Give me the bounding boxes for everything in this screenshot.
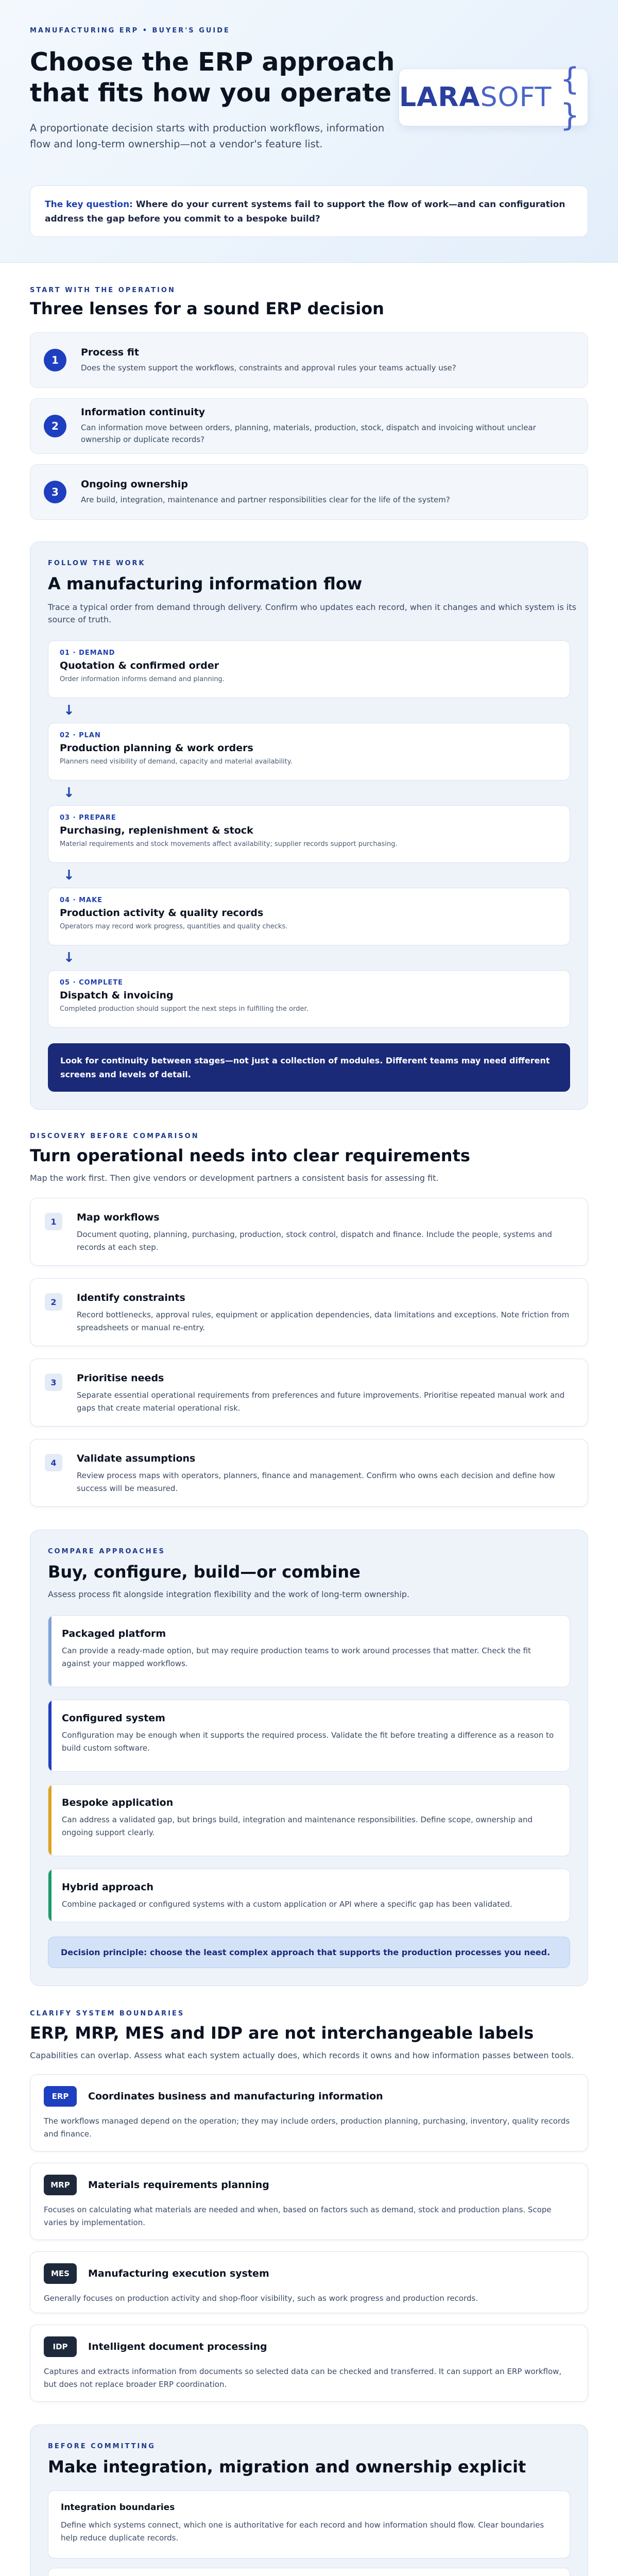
requirement-title: Prioritise needs [77,1372,164,1384]
requirement-desc: Record bottlenecks, approval rules, equipment or application dependencies, data limitations and exceptions. Note friction from spreadsheets or manual re-entry. [77,1310,570,1332]
system-tag: MRP [44,2175,77,2195]
step-desc: Order information informs demand and planning. [60,675,225,683]
discovery-eyebrow: DISCOVERY BEFORE COMPARISON [30,1132,199,1140]
approach-title: Bespoke application [62,1797,174,1808]
bounds-intro: Capabilities can overlap. Assess what each system actually does, which records it owns and how information passes between tools. [30,2050,574,2060]
flow-step [48,723,570,781]
commit-card [48,2568,570,2576]
arrow-down-icon: ↓ [63,950,75,965]
system-desc: Focuses on calculating what materials are needed and when, based on factors such as demand, stock and production plans. Scope varies by implementation. [44,2205,552,2227]
requirement-number: 3 [45,1374,62,1391]
step-title: Quotation & confirmed order [60,660,219,671]
commit-panel [30,2425,588,2576]
requirement-title: Validate assumptions [77,1453,196,1464]
commit-card-title: Integration boundaries [61,2502,175,2513]
requirement-card [30,1198,588,1266]
requirement-card [30,1278,588,1346]
accent-bar [48,1869,52,1922]
callout-key: The key question: [45,199,133,210]
step-label: 01 · DEMAND [60,649,115,657]
arrow-down-icon: ↓ [63,785,75,801]
system-card [30,2074,588,2151]
lenses-eyebrow: START WITH THE OPERATION [30,286,176,294]
lens-card [30,398,588,454]
flow-step [48,805,570,863]
approach-card [48,1700,570,1772]
information-flow-panel [30,541,588,1110]
step-title: Production planning & work orders [60,742,253,754]
requirement-desc: Review process maps with operators, planners, finance and management. Confirm who owns each decision and define how success will be measured. [77,1471,555,1493]
compare-panel [30,1530,588,1986]
approach-desc: Can provide a ready-made option, but may require production teams to work around processes that matter. Check the fit against your mapped workflows. [62,1646,531,1668]
hero-eyebrow: MANUFACTURING ERP • BUYER'S GUIDE [30,27,230,35]
approach-card [48,1784,570,1856]
system-card [30,2251,588,2313]
step-label: 04 · MAKE [60,896,103,904]
accent-bar [48,1700,52,1771]
requirement-title: Map workflows [77,1212,160,1223]
flow-eyebrow: FOLLOW THE WORK [48,560,146,567]
decision-principle: Decision principle: choose the least complex approach that supports the production processes you need. [48,1937,570,1968]
approach-desc: Combine packaged or configured systems with a custom application or API where a specific gap has been validated. [62,1900,512,1909]
system-tag: ERP [44,2086,77,2107]
compare-eyebrow: COMPARE APPROACHES [48,1548,165,1555]
lens-card [30,332,588,388]
approach-title: Configured system [62,1713,165,1724]
system-title: Coordinates business and manufacturing information [88,2091,383,2102]
commit-title: Make integration, migration and ownership explicit [48,2457,526,2477]
boundaries-section [0,1986,618,2576]
compare-intro: Assess process fit alongside integration flexibility and the work of long-term ownership. [48,1589,410,1599]
system-desc: Generally focuses on production activity and shop-floor visibility, such as work progress and production records. [44,2294,478,2303]
requirement-card [30,1439,588,1507]
lens-title: Ongoing ownership [81,478,188,490]
requirement-title: Identify constraints [77,1292,185,1303]
requirement-desc: Separate essential operational requirements from preferences and future improvements. Prioritise repeated manual work and gaps that create material operational risk. [77,1391,565,1413]
requirement-number: 2 [45,1293,62,1311]
lens-card [30,464,588,520]
step-desc: Operators may record work progress, quantities and quality checks. [60,923,288,930]
approach-title: Hybrid approach [62,1882,154,1893]
flow-title: A manufacturing information flow [48,574,363,594]
system-title: Intelligent document processing [88,2341,267,2352]
lens-title: Information continuity [81,406,205,418]
approach-title: Packaged platform [62,1628,166,1639]
approach-desc: Configuration may be enough when it supports the required process. Validate the fit before treating a difference as a reason to build custom software. [62,1731,554,1753]
step-label: 05 · COMPLETE [60,979,124,987]
system-title: Materials requirements planning [88,2179,269,2191]
page-title: Choose the ERP approach that fits how you operate [30,47,395,108]
lens-desc: Can information move between orders, planning, materials, production, stock, dispatch and invoicing without unclear ownership or duplicate records? [81,423,536,444]
hero [0,0,618,263]
lens-desc: Does the system support the workflows, constraints and approval rules your teams actually use? [81,363,456,372]
bounds-title: ERP, MRP, MES and IDP are not interchangeable labels [30,2023,534,2043]
step-title: Dispatch & invoicing [60,990,174,1001]
lens-number: 1 [44,349,66,371]
commit-eyebrow: BEFORE COMMITTING [48,2443,156,2450]
accent-bar [48,1785,52,1856]
key-question-callout [30,185,588,237]
system-tag: IDP [44,2336,77,2357]
compare-title: Buy, configure, build—or combine [48,1562,360,1582]
system-tag: MES [44,2263,77,2284]
flow-step [48,640,570,698]
requirement-desc: Document quoting, planning, purchasing, production, stock control, dispatch and finance. Include the people, systems and records at each step. [77,1230,552,1252]
commit-card [48,2490,570,2558]
flow-intro: Trace a typical order from demand through delivery. Confirm who updates each record, when it changes and which system is its source of truth. [48,602,576,624]
flow-note: Look for continuity between stages—not just a collection of modules. Different teams may need different screens and levels of detail. [48,1043,570,1092]
flow-step [48,888,570,945]
lens-title: Process fit [81,346,139,358]
accent-bar [48,1616,52,1687]
approach-card [48,1869,570,1922]
lens-number: 3 [44,481,66,503]
callout-text: Where do your current systems fail to support the flow of work—and can configuration address the gap before you commit to a bespoke build? [45,199,565,224]
system-card [30,2325,588,2402]
requirement-number: 4 [45,1454,62,1471]
logo-wordmark: LARASOFT [399,82,552,113]
approach-card [48,1615,570,1687]
bounds-eyebrow: CLARIFY SYSTEM BOUNDARIES [30,2010,185,2018]
braces-icon: { } [560,61,580,133]
step-title: Purchasing, replenishment & stock [60,825,253,836]
lenses-title: Three lenses for a sound ERP decision [30,299,384,318]
lens-number: 2 [44,415,66,437]
commit-card-desc: Define which systems connect, which one is authoritative for each record and how information should flow. Clear boundaries help reduce duplicate records. [61,2520,544,2543]
discovery-section [0,1110,618,1986]
step-desc: Completed production should support the next steps in fulfilling the order. [60,1005,308,1013]
step-desc: Planners need visibility of demand, capacity and material availability. [60,758,293,766]
arrow-down-icon: ↓ [63,703,75,718]
discovery-intro: Map the work first. Then give vendors or development partners a consistent basis for assessing fit. [30,1173,439,1183]
requirement-number: 1 [45,1213,62,1230]
requirement-card [30,1359,588,1427]
larasoft-logo [399,61,588,133]
system-title: Manufacturing execution system [88,2268,269,2279]
lenses-section [0,263,618,1110]
system-card [30,2163,588,2240]
arrow-down-icon: ↓ [63,868,75,883]
lens-desc: Are build, integration, maintenance and partner responsibilities clear for the life of the system? [81,495,450,504]
hero-lede: A proportionate decision starts with production workflows, information flow and long-term ownership—not a vendor's feature list. [30,122,385,150]
step-label: 03 · PREPARE [60,814,116,822]
step-title: Production activity & quality records [60,907,264,919]
system-desc: The workflows managed depend on the operation; they may include orders, production planning, purchasing, inventory, quality records and finance. [44,2116,570,2139]
flow-step [48,970,570,1028]
approach-desc: Can address a validated gap, but brings build, integration and maintenance responsibilities. Define scope, ownership and ongoing support clearly. [62,1815,533,1837]
lens-list [30,332,588,520]
discovery-title: Turn operational needs into clear requirements [30,1146,470,1165]
step-label: 02 · PLAN [60,732,101,739]
system-desc: Captures and extracts information from documents so selected data can be checked and transferred. It can support an ERP workflow, but does not replace broader ERP coordination. [44,2367,562,2389]
step-desc: Material requirements and stock movements affect availability; supplier records support purchasing. [60,840,398,848]
